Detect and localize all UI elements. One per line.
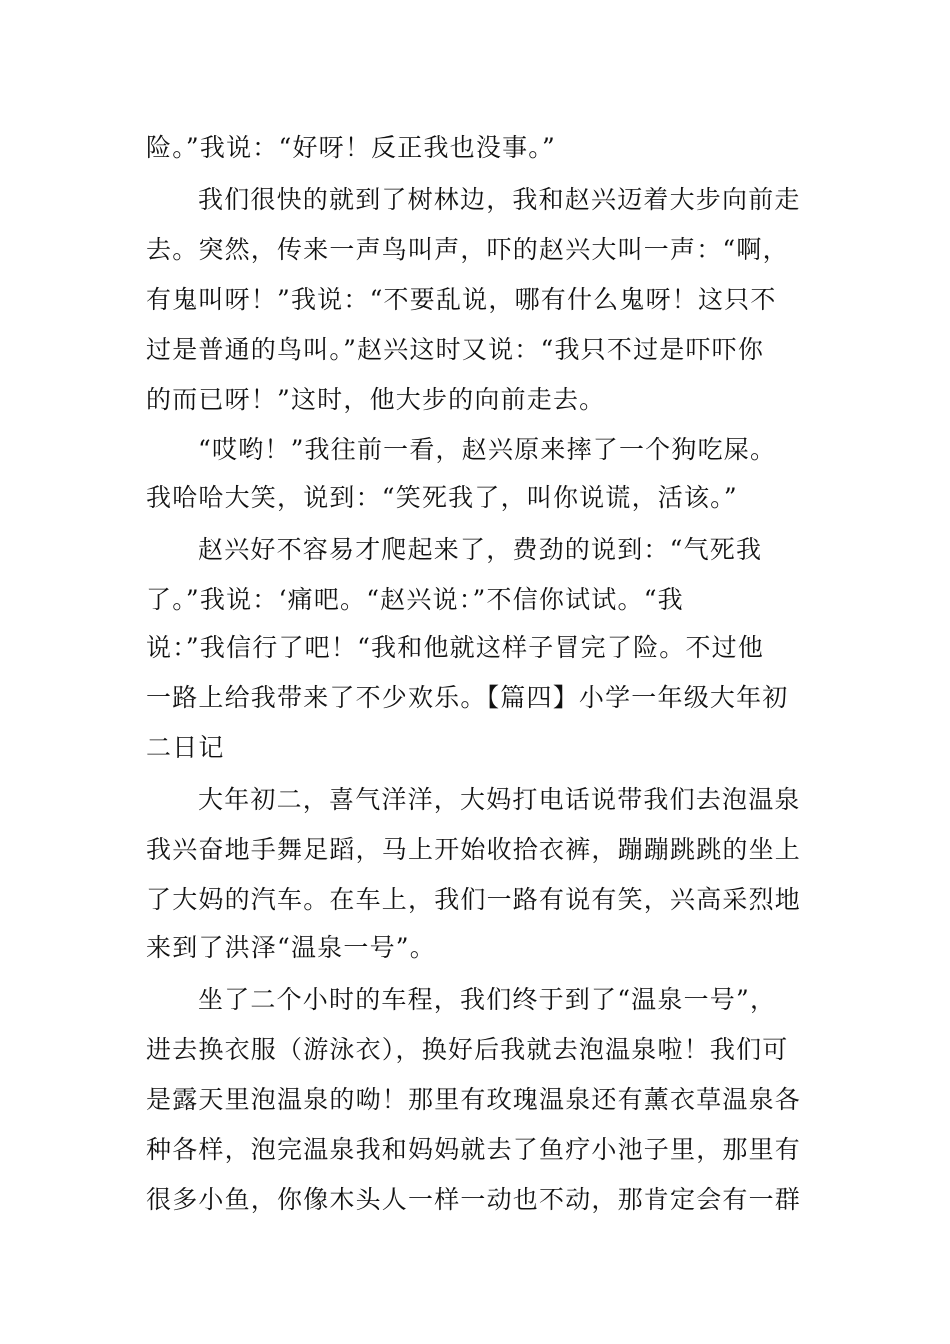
text-line: 说：”我信行了吧！“我和他就这样子冒完了险。不过他	[146, 633, 765, 662]
paragraph-first-line: 大年初二，喜气洋洋，大妈打电话说带我们去泡温泉	[198, 785, 801, 814]
text-line: 是露天里泡温泉的呦！那里有玫瑰温泉还有薰衣草温泉各	[146, 1085, 802, 1114]
text-line: 来到了洪泽“温泉一号”。	[146, 933, 436, 962]
paragraph-first-line: 我们很快的就到了树林边，我和赵兴迈着大步向前走	[198, 185, 801, 214]
text-line: 一路上给我带来了不少欢乐。【篇四】小学一年级大年初	[146, 683, 789, 712]
text-line: 二日记	[146, 733, 225, 762]
text-line: 我兴奋地手舞足蹈，马上开始收拾衣裤，蹦蹦跳跳的坐上	[146, 835, 802, 864]
text-line: 去。突然，传来一声鸟叫声，吓的赵兴大叫一声：“啊，	[146, 235, 789, 264]
text-line: 我哈哈大笑，说到：“笑死我了，叫你说谎，活该。”	[146, 483, 738, 512]
text-line: 进去换衣服（游泳衣），换好后我就去泡温泉啦！我们可	[146, 1035, 789, 1064]
paragraph-first-line: “哎哟！”我往前一看，赵兴原来摔了一个狗吃屎。	[198, 435, 777, 464]
text-line: 种各样，泡完温泉我和妈妈就去了鱼疗小池子里，那里有	[146, 1135, 802, 1164]
text-line: 过是普通的鸟叫。”赵兴这时又说：“我只不过是吓吓你	[146, 335, 765, 364]
text-line: 了大妈的汽车。在车上，我们一路有说有笑，兴高采烈地	[146, 885, 802, 914]
text-line: 有鬼叫呀！”我说：“不要乱说，哪有什么鬼呀！这只不	[146, 285, 777, 314]
text-line: 险。”我说：“好呀！反正我也没事。”	[146, 133, 556, 162]
text-line: 的而已呀！”这时，他大步的向前走去。	[146, 385, 606, 414]
paragraph-first-line: 赵兴好不容易才爬起来了，费劲的说到：“气死我	[198, 535, 763, 564]
text-line: 了。”我说：‘痛吧。“赵兴说：”不信你试试。“我	[146, 585, 684, 614]
paragraph-first-line: 坐了二个小时的车程，我们终于到了“温泉一号”，	[198, 985, 777, 1014]
text-line: 很多小鱼，你像木头人一样一动也不动，那肯定会有一群	[146, 1185, 802, 1214]
